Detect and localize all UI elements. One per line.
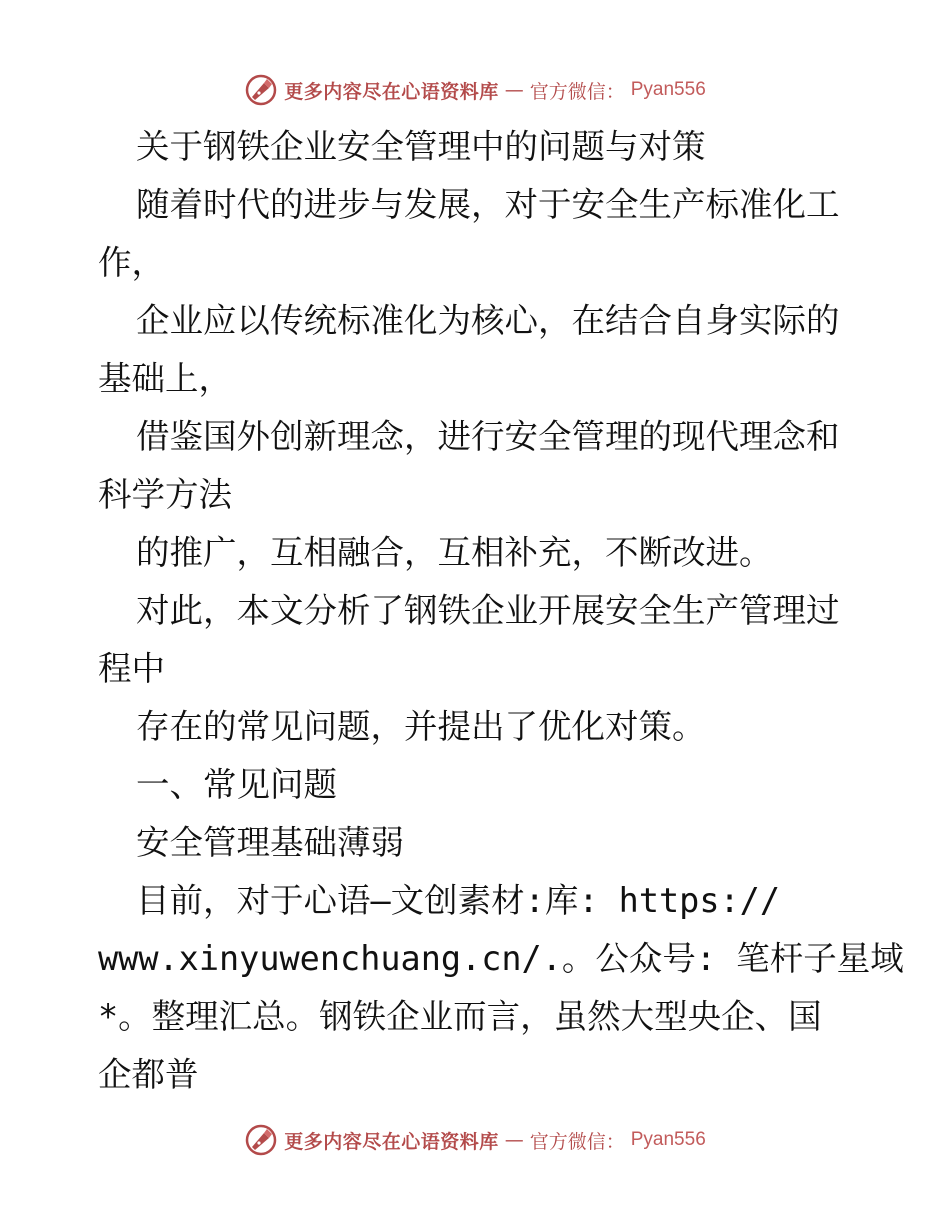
banner-wechat-label: 官方微信： [529,1130,625,1153]
text-line: www.xinyuwenchuang.cn/.。公众号: 笔杆子星域 [98,939,904,978]
footer-banner-inner [244,1123,706,1157]
text-line: 基础上， [98,359,232,398]
text-line: 目前，对于心语—文创素材:库: https:// [136,881,781,920]
text-line: 随着时代的进步与发展，对于安全生产标准化工 [136,185,840,224]
text-line: 安全管理基础薄弱 [136,823,404,862]
banner-wechat-id: Pyan556 [630,1129,706,1150]
banner-separator: — [504,1129,524,1151]
text-line: 关于钢铁企业安全管理中的问题与对策 [136,127,706,166]
header-banner [0,72,950,108]
banner-main-text: 更多内容尽在心语资料库 [284,1130,499,1153]
text-line: 科学方法 [98,475,232,514]
text-line: 借鉴国外创新理念，进行安全管理的现代理念和 [136,417,840,456]
banner-wechat-id: Pyan556 [630,79,706,100]
text-line: 作， [98,243,165,282]
text-line: 存在的常见问题，并提出了优化对策。 [136,707,706,746]
text-line: 程中 [98,649,165,688]
banner-wechat-label: 官方微信： [529,80,625,103]
text-line: 企都普 [98,1055,199,1094]
text-line: 企业应以传统标准化为核心，在结合自身实际的 [136,301,840,340]
pen-nib-logo-icon [244,73,278,107]
banner-separator: — [504,79,524,101]
banner-main-text: 更多内容尽在心语资料库 [284,80,499,103]
text-line: 的推广，互相融合，互相补充，不断改进。 [136,533,773,572]
pen-nib-logo-icon [244,1123,278,1157]
text-line: 一、常见问题 [136,765,337,804]
footer-banner [0,1122,950,1158]
document-body [98,118,904,1104]
header-banner-inner [244,73,706,107]
text-line: 对此，本文分析了钢铁企业开展安全生产管理过 [136,591,840,630]
text-line: *。整理汇总。钢铁企业而言，虽然大型央企、国 [98,997,822,1036]
